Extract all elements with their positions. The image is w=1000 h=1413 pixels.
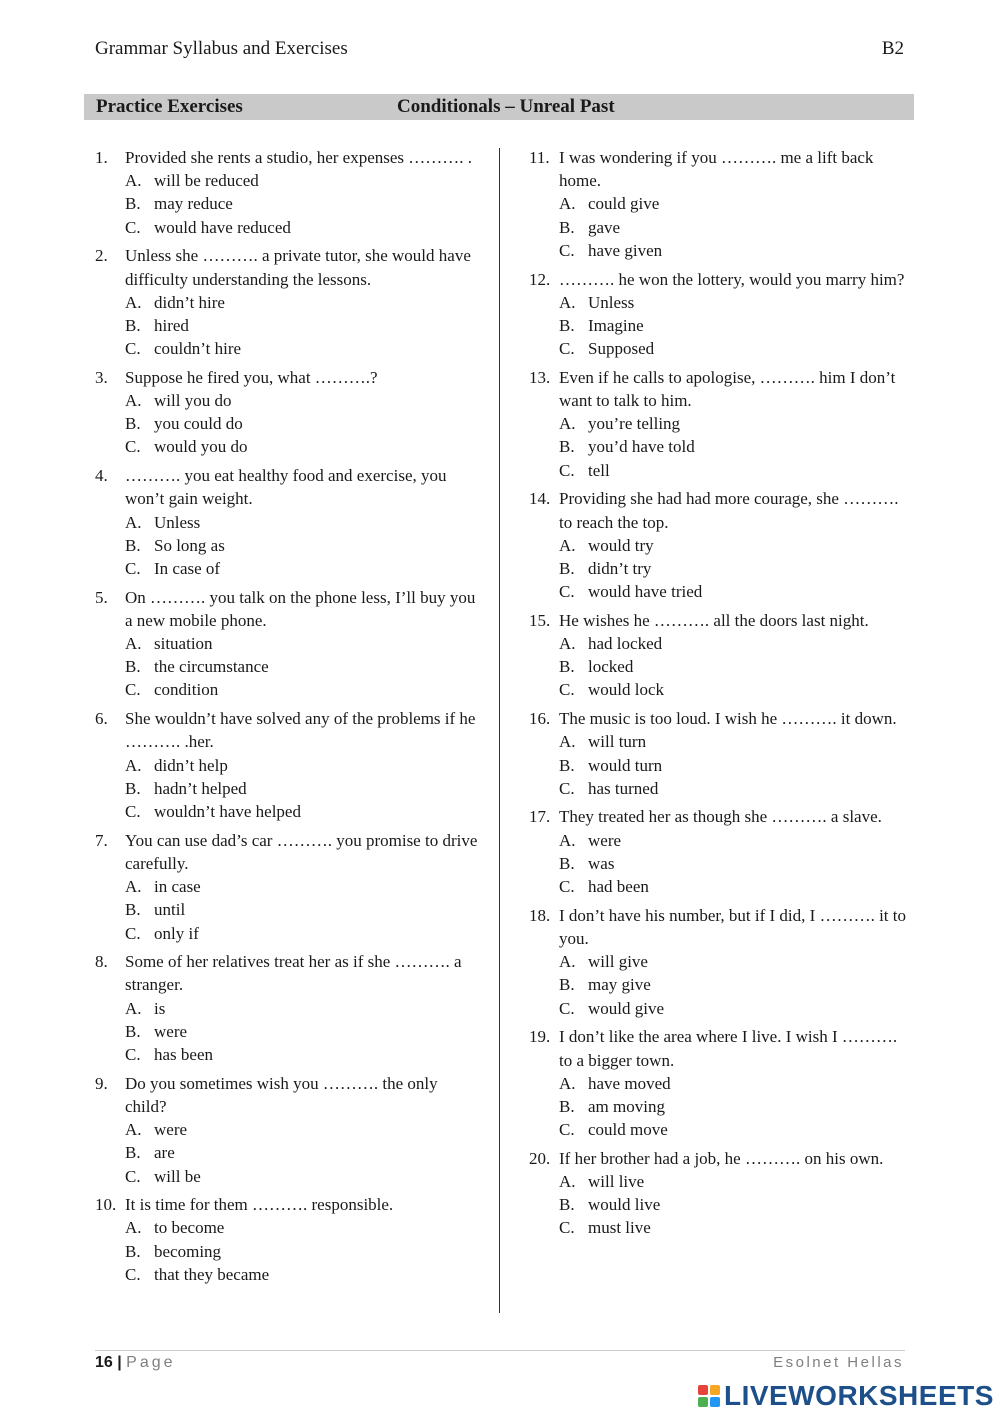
section-heading: Practice Exercises: [96, 96, 243, 117]
option-letter: C.: [125, 217, 141, 237]
option-text: may give: [588, 975, 651, 995]
question-number: 4.: [95, 466, 108, 486]
option-text: In case of: [154, 558, 221, 578]
option-text: will give: [588, 952, 648, 972]
option-letter: A.: [125, 1120, 142, 1140]
option-letter: B.: [125, 1021, 141, 1041]
answer-option[interactable]: [529, 730, 914, 753]
question: [529, 146, 914, 262]
option-text: had locked: [588, 634, 663, 654]
question-text: He wishes he ………. all the doors last night.: [559, 610, 869, 630]
option-text: you’d have told: [588, 437, 695, 457]
answer-option[interactable]: [95, 1240, 480, 1263]
question-number: 3.: [95, 367, 108, 387]
option-text: locked: [588, 657, 634, 677]
question: [529, 805, 914, 898]
question: [95, 146, 480, 239]
question-head: [529, 1025, 914, 1071]
option-text: were: [588, 830, 622, 850]
page-word: Page: [126, 1354, 176, 1371]
option-letter: C.: [559, 1218, 575, 1238]
option-text: Unless: [154, 512, 201, 532]
answer-option[interactable]: [95, 314, 480, 337]
answer-option[interactable]: [95, 435, 480, 458]
option-text: would give: [588, 998, 665, 1018]
page-number: 16: [95, 1354, 113, 1371]
level-label: B2: [881, 38, 904, 59]
answer-option[interactable]: [529, 435, 914, 458]
question-number: 15.: [529, 610, 551, 630]
answer-option[interactable]: [529, 337, 914, 360]
option-text: may reduce: [154, 194, 233, 214]
question-head: [95, 464, 480, 510]
option-letter: C.: [125, 558, 141, 578]
answer-option[interactable]: [95, 337, 480, 360]
option-text: is: [154, 998, 166, 1018]
question-number: 7.: [95, 830, 108, 850]
option-text: couldn’t hire: [154, 339, 242, 359]
question-number: 16.: [529, 709, 551, 729]
document-title: Grammar Syllabus and Exercises: [95, 38, 348, 59]
answer-option[interactable]: [529, 216, 914, 239]
option-text: could give: [588, 194, 660, 214]
question-text: They treated her as though she ………. a slave.: [559, 807, 882, 827]
question: [95, 464, 480, 580]
option-letter: B.: [559, 1195, 575, 1215]
liveworksheets-icon: [698, 1385, 720, 1407]
option-letter: C.: [559, 460, 575, 480]
question-head: [95, 707, 480, 753]
option-letter: A.: [559, 194, 576, 214]
option-text: will be: [154, 1166, 201, 1186]
option-letter: A.: [559, 414, 576, 434]
answer-option[interactable]: [529, 1216, 914, 1239]
answer-option[interactable]: [529, 534, 914, 557]
question-number: 11.: [529, 148, 550, 167]
option-letter: B.: [125, 535, 141, 555]
question-text: ………. you eat healthy food and exercise, you won’t gain weight.: [125, 466, 447, 509]
answer-option[interactable]: [529, 754, 914, 777]
option-text: hired: [154, 315, 189, 335]
question-head: [529, 707, 914, 730]
answer-option[interactable]: [95, 1118, 480, 1141]
logo-square-blue: [710, 1397, 720, 1407]
option-letter: C.: [125, 680, 141, 700]
question: [529, 1025, 914, 1141]
publisher-name: Esolnet Hellas: [773, 1354, 904, 1371]
option-letter: C.: [125, 437, 141, 457]
option-letter: A.: [125, 634, 142, 654]
option-text: situation: [154, 634, 213, 654]
section-title-bar: [84, 94, 914, 120]
option-text: in case: [154, 877, 201, 897]
option-letter: A.: [559, 1073, 576, 1093]
question: [529, 1147, 914, 1240]
answer-option[interactable]: [95, 1043, 480, 1066]
questions-left-column: [95, 146, 480, 1292]
liveworksheets-logo: [698, 1380, 994, 1412]
option-letter: C.: [559, 339, 575, 359]
question-text: On ………. you talk on the phone less, I’ll buy you a new mobile phone.: [125, 587, 476, 630]
answer-option[interactable]: [95, 1263, 480, 1286]
question: [529, 366, 914, 482]
answer-option[interactable]: [95, 1165, 480, 1188]
option-letter: C.: [125, 1045, 141, 1065]
option-letter: B.: [559, 558, 575, 578]
question-text: Providing she had had more courage, she ………. to reach the top.: [559, 489, 899, 532]
option-text: will turn: [588, 732, 647, 752]
option-letter: A.: [559, 634, 576, 654]
question-head: [95, 586, 480, 632]
answer-option[interactable]: [529, 412, 914, 435]
question-text: Provided she rents a studio, her expenses ………. .: [125, 148, 473, 167]
question-number: 17.: [529, 807, 551, 827]
answer-option[interactable]: [95, 511, 480, 534]
answer-option[interactable]: [95, 192, 480, 215]
answer-option[interactable]: [95, 216, 480, 239]
option-letter: B.: [559, 437, 575, 457]
answer-option[interactable]: [95, 922, 480, 945]
answer-option[interactable]: [95, 997, 480, 1020]
answer-option[interactable]: [529, 777, 914, 800]
option-letter: B.: [559, 975, 575, 995]
option-text: tell: [588, 460, 610, 480]
option-text: would have reduced: [154, 217, 291, 237]
option-letter: C.: [559, 998, 575, 1018]
option-text: becoming: [154, 1241, 222, 1261]
question-head: [529, 146, 914, 192]
question: [95, 950, 480, 1066]
question-text: Even if he calls to apologise, ………. him I don’t want to talk to him.: [559, 367, 896, 411]
option-text: has been: [154, 1045, 214, 1065]
question-number: 1.: [95, 148, 108, 167]
option-letter: A.: [559, 830, 576, 850]
question-number: 8.: [95, 952, 108, 972]
question-number: 18.: [529, 905, 551, 925]
question: [95, 1193, 480, 1286]
question: [95, 586, 480, 702]
answer-option[interactable]: [95, 534, 480, 557]
option-letter: A.: [559, 292, 576, 312]
question: [95, 707, 480, 823]
option-text: would live: [588, 1195, 661, 1215]
option-text: only if: [154, 923, 199, 943]
question-head: [95, 366, 480, 389]
option-letter: C.: [559, 582, 575, 602]
answer-option[interactable]: [529, 1193, 914, 1216]
answer-option[interactable]: [95, 632, 480, 655]
question-text: Unless she ………. a private tutor, she would have difficulty understanding the lessons.: [125, 246, 471, 289]
answer-option[interactable]: [529, 314, 914, 337]
answer-option[interactable]: [95, 678, 480, 701]
option-letter: C.: [125, 801, 141, 821]
option-letter: B.: [559, 755, 575, 775]
option-text: the circumstance: [154, 657, 269, 677]
logo-square-orange: [710, 1385, 720, 1395]
answer-option[interactable]: [529, 1118, 914, 1141]
answer-option[interactable]: [95, 291, 480, 314]
option-letter: B.: [125, 778, 141, 798]
question: [529, 904, 914, 1020]
answer-option[interactable]: [95, 655, 480, 678]
option-text: would lock: [588, 680, 665, 700]
answer-option[interactable]: [529, 875, 914, 898]
option-text: you’re telling: [588, 414, 681, 434]
option-letter: A.: [125, 877, 142, 897]
question-head: [529, 904, 914, 950]
question-head: [95, 950, 480, 996]
question-text: The music is too loud. I wish he ………. it down.: [559, 709, 897, 729]
option-letter: C.: [125, 1166, 141, 1186]
question: [95, 366, 480, 459]
option-letter: A.: [559, 535, 576, 555]
question-text: I don’t have his number, but if I did, I ………. it to you.: [559, 905, 906, 948]
option-letter: A.: [125, 998, 142, 1018]
question-text: If her brother had a job, he ………. on his own.: [559, 1148, 884, 1168]
answer-option[interactable]: [529, 852, 914, 875]
answer-option[interactable]: [529, 557, 914, 580]
answer-option[interactable]: [529, 829, 914, 852]
option-text: could move: [588, 1120, 668, 1140]
option-letter: B.: [559, 315, 575, 335]
question-number: 19.: [529, 1027, 551, 1047]
question-number: 14.: [529, 489, 551, 509]
option-text: are: [154, 1143, 175, 1163]
answer-option[interactable]: [529, 950, 914, 973]
question-number: 9.: [95, 1073, 108, 1093]
option-letter: A.: [559, 952, 576, 972]
option-letter: C.: [559, 1120, 575, 1140]
option-text: gave: [588, 217, 621, 237]
option-letter: A.: [125, 755, 142, 775]
option-letter: B.: [125, 1143, 141, 1163]
option-text: was: [588, 853, 615, 873]
option-text: have moved: [588, 1073, 671, 1093]
answer-option[interactable]: [95, 557, 480, 580]
option-letter: C.: [125, 339, 141, 359]
question-head: [95, 829, 480, 875]
option-text: didn’t try: [588, 558, 652, 578]
question: [529, 707, 914, 800]
option-text: that they became: [154, 1264, 270, 1284]
question-text: Do you sometimes wish you ………. the only child?: [125, 1073, 438, 1116]
answer-option[interactable]: [95, 800, 480, 823]
answer-option[interactable]: [95, 169, 480, 192]
option-text: wouldn’t have helped: [154, 801, 301, 821]
option-text: didn’t help: [154, 755, 228, 775]
option-text: will be reduced: [154, 171, 259, 191]
question-text: It is time for them ………. responsible.: [125, 1195, 394, 1215]
option-text: to become: [154, 1218, 225, 1238]
question-head: [529, 487, 914, 533]
option-letter: A.: [125, 391, 142, 411]
answer-option[interactable]: [529, 1072, 914, 1095]
option-letter: B.: [125, 1241, 141, 1261]
option-text: you could do: [154, 414, 243, 434]
option-text: Imagine: [588, 315, 644, 335]
option-letter: B.: [125, 657, 141, 677]
question-head: [95, 244, 480, 290]
option-text: have given: [588, 240, 663, 260]
logo-text: LIVEWORKSHEETS: [724, 1380, 994, 1411]
answer-option[interactable]: [95, 412, 480, 435]
question-number: 20.: [529, 1148, 551, 1168]
question: [95, 829, 480, 945]
option-letter: C.: [559, 778, 575, 798]
answer-option[interactable]: [529, 655, 914, 678]
option-letter: B.: [125, 194, 141, 214]
option-letter: A.: [125, 1218, 142, 1238]
answer-option[interactable]: [529, 973, 914, 996]
option-letter: B.: [559, 217, 575, 237]
answer-option[interactable]: [529, 239, 914, 262]
question-text: She wouldn’t have solved any of the problems if he ………. .her.: [125, 709, 476, 752]
question-text: You can use dad’s car ………. you promise to drive carefully.: [125, 830, 478, 873]
option-text: were: [154, 1021, 188, 1041]
page-separator: |: [112, 1354, 127, 1371]
answer-option[interactable]: [95, 1141, 480, 1164]
questions-right-column: [529, 146, 914, 1245]
question-head: [529, 805, 914, 828]
option-letter: C.: [559, 240, 575, 260]
question-head: [529, 1147, 914, 1170]
question: [529, 487, 914, 603]
column-divider: [499, 148, 500, 1313]
question-number: 5.: [95, 587, 108, 607]
option-text: Supposed: [588, 339, 655, 359]
option-text: hadn’t helped: [154, 778, 247, 798]
question-head: [529, 268, 914, 291]
question-head: [529, 366, 914, 412]
question-number: 10.: [95, 1195, 117, 1215]
option-text: would have tried: [588, 582, 703, 602]
question-text: I don’t like the area where I live. I wish I ………. to a bigger town.: [559, 1027, 898, 1070]
option-text: must live: [588, 1218, 651, 1238]
section-topic: Conditionals – Unreal Past: [397, 96, 615, 117]
answer-option[interactable]: [529, 1170, 914, 1193]
question-text: I was wondering if you ………. me a lift back home.: [559, 148, 874, 191]
option-text: were: [154, 1120, 188, 1140]
answer-option[interactable]: [529, 291, 914, 314]
question-text: Suppose he fired you, what ……….?: [125, 367, 378, 387]
option-text: condition: [154, 680, 219, 700]
answer-option[interactable]: [529, 632, 914, 655]
answer-option[interactable]: [529, 580, 914, 603]
option-letter: B.: [559, 1096, 575, 1116]
option-text: had been: [588, 877, 649, 897]
question: [95, 244, 480, 360]
question-number: 6.: [95, 709, 108, 729]
answer-option[interactable]: [95, 777, 480, 800]
question-number: 2.: [95, 246, 108, 266]
option-letter: B.: [559, 657, 575, 677]
option-text: would turn: [588, 755, 663, 775]
option-letter: A.: [559, 732, 576, 752]
answer-option[interactable]: [529, 678, 914, 701]
option-text: would try: [588, 535, 654, 555]
option-letter: C.: [559, 877, 575, 897]
option-text: would you do: [154, 437, 248, 457]
logo-square-green: [698, 1397, 708, 1407]
question-head: [529, 609, 914, 632]
answer-option[interactable]: [95, 754, 480, 777]
option-letter: B.: [125, 315, 141, 335]
footer-divider: [95, 1350, 905, 1351]
question-text: ………. he won the lottery, would you marry him?: [559, 269, 905, 289]
question-head: [95, 1193, 480, 1216]
option-text: Unless: [588, 292, 635, 312]
option-text: until: [154, 900, 186, 920]
answer-option[interactable]: [95, 1216, 480, 1239]
answer-option[interactable]: [95, 875, 480, 898]
option-letter: B.: [125, 900, 141, 920]
answer-option[interactable]: [529, 997, 914, 1020]
question-number: 13.: [529, 367, 551, 387]
option-letter: C.: [559, 680, 575, 700]
option-text: am moving: [588, 1096, 665, 1116]
option-text: will live: [588, 1172, 645, 1192]
answer-option[interactable]: [95, 898, 480, 921]
option-letter: A.: [559, 1172, 576, 1192]
question: [529, 268, 914, 361]
option-text: So long as: [154, 535, 225, 555]
answer-option[interactable]: [529, 192, 914, 215]
option-letter: B.: [559, 853, 575, 873]
option-text: didn’t hire: [154, 292, 225, 312]
logo-square-red: [698, 1385, 708, 1395]
answer-option[interactable]: [529, 459, 914, 482]
question: [529, 609, 914, 702]
option-letter: C.: [125, 1264, 141, 1284]
option-letter: C.: [125, 923, 141, 943]
answer-option[interactable]: [95, 389, 480, 412]
option-text: will you do: [154, 391, 232, 411]
option-text: has turned: [588, 778, 659, 798]
question-head: [95, 1072, 480, 1118]
answer-option[interactable]: [529, 1095, 914, 1118]
option-letter: A.: [125, 171, 142, 191]
option-letter: A.: [125, 512, 142, 532]
question: [95, 1072, 480, 1188]
option-letter: A.: [125, 292, 142, 312]
question-text: Some of her relatives treat her as if she ………. a stranger.: [125, 952, 462, 995]
question-head: [95, 146, 480, 169]
option-letter: B.: [125, 414, 141, 434]
question-number: 12.: [529, 269, 551, 289]
answer-option[interactable]: [95, 1020, 480, 1043]
page-footer: [95, 1354, 176, 1372]
